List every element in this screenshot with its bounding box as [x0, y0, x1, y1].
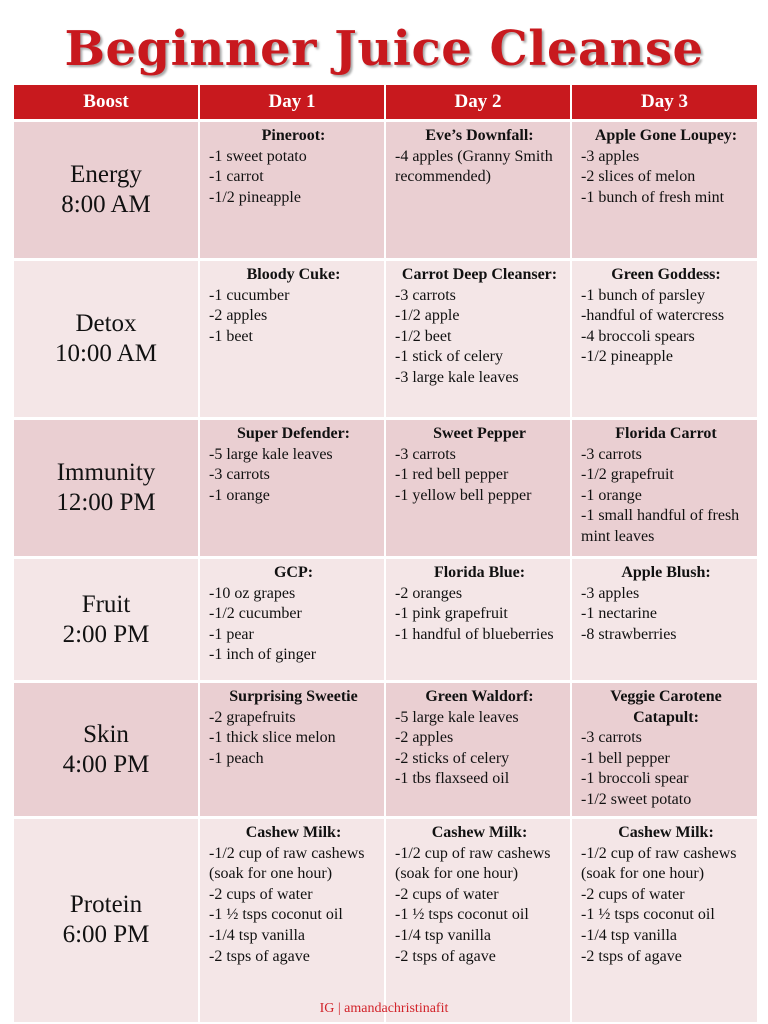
ingredient: -2 tsps of agave: [209, 947, 310, 965]
recipe-cell-day-3: [571, 558, 757, 682]
recipe-name: Florida Blue:: [433, 564, 526, 581]
ingredient: -1 tbs flaxseed oil: [395, 770, 510, 788]
ingredient: -1 pear: [209, 625, 254, 643]
recipe-cell-day-3: [571, 419, 757, 558]
cleanse-table: [14, 85, 757, 1022]
ingredient: -1 ½ tsps coconut oil: [395, 906, 529, 924]
ingredient: -1 bunch of parsley: [581, 286, 705, 304]
boost-time: 12:00 PM: [56, 489, 156, 516]
boost-time: 8:00 AM: [61, 191, 151, 218]
recipe-name: Pineroot:: [261, 127, 326, 144]
table-row: [14, 682, 757, 818]
ingredient: -1 thick slice melon: [209, 729, 336, 747]
ingredient: -1/4 tsp vanilla: [395, 926, 491, 944]
ingredient: -1 small handful of fresh mint leaves: [581, 507, 740, 545]
recipe-cell-day-1: [199, 419, 385, 558]
ingredient: -3 carrots: [209, 466, 270, 484]
boost-time: 10:00 AM: [54, 340, 158, 367]
ingredient: -1/4 tsp vanilla: [581, 926, 677, 944]
recipe-name: Eve’s Downfall:: [425, 127, 534, 144]
ingredient: -1/2 pineapple: [209, 188, 301, 206]
ingredient: -1 ½ tsps coconut oil: [581, 906, 715, 924]
recipe-cell-day-3: [571, 121, 757, 260]
ingredient: -5 large kale leaves: [209, 445, 333, 463]
table-row: [14, 558, 757, 682]
ingredient: -1 bell pepper: [581, 749, 670, 767]
header-day-2: Day 2: [385, 85, 571, 121]
recipe-name: Veggie Carotene Catapult:: [610, 688, 722, 726]
ingredient: -3 carrots: [395, 286, 456, 304]
recipe-name: Cashew Milk:: [245, 824, 342, 841]
recipe-name: Apple Blush:: [621, 564, 711, 581]
boost-time: 6:00 PM: [62, 921, 150, 949]
ingredient: -1 broccoli spear: [581, 770, 689, 788]
ingredient: -2 oranges: [395, 584, 463, 602]
ingredient: -2 cups of water: [209, 885, 313, 903]
boost-name: Fruit: [81, 590, 131, 618]
boost-name: Energy: [70, 161, 142, 188]
ingredient: -1/2 grapefruit: [581, 466, 674, 484]
ingredient: -2 sticks of celery: [395, 749, 510, 767]
boost-name: Detox: [75, 310, 137, 337]
ingredient: -1 peach: [209, 749, 264, 767]
ingredient: -8 strawberries: [581, 625, 677, 643]
ingredient: -4 apples (Granny Smith recommended): [395, 147, 553, 186]
ingredient: -2 tsps of agave: [395, 947, 496, 965]
recipe-cell-day-1: [199, 121, 385, 260]
ingredient: -1 nectarine: [581, 605, 657, 623]
boost-time: 2:00 PM: [62, 620, 150, 648]
boost-cell: [14, 260, 199, 419]
ingredient: -2 slices of melon: [581, 168, 696, 186]
table-row: [14, 419, 757, 558]
ingredient: -1 pink grapefruit: [395, 605, 508, 623]
ingredient: -4 broccoli spears: [581, 327, 695, 345]
recipe-name: Cashew Milk:: [618, 824, 714, 841]
ingredient: -handful of watercress: [581, 307, 725, 325]
recipe-cell-day-1: [199, 818, 385, 1022]
ingredient: -1 orange: [581, 486, 642, 504]
recipe-cell-day-2: [385, 558, 571, 682]
header-day-3: Day 3: [571, 85, 757, 121]
boost-name: Protein: [69, 891, 143, 919]
ingredient: -1 carrot: [209, 168, 264, 186]
header-day-1: Day 1: [199, 85, 385, 121]
ingredient: -1 stick of celery: [395, 348, 503, 366]
table-body: [14, 121, 757, 1022]
ingredient: -1/2 cup of raw cashews (soak for one hour): [581, 844, 737, 883]
boost-name: Immunity: [56, 459, 156, 486]
recipe-name: Sweet Pepper: [433, 425, 526, 442]
ingredient: -3 large kale leaves: [395, 368, 519, 386]
ingredient: -3 carrots: [395, 445, 456, 463]
boost-cell: [14, 682, 199, 818]
ingredient: -1/2 apple: [395, 307, 460, 325]
recipe-cell-day-3: [571, 818, 757, 1022]
recipe-cell-day-2: [385, 682, 571, 818]
recipe-name: Apple Gone Loupey:: [594, 127, 738, 144]
recipe-name: Super Defender:: [236, 425, 351, 442]
boost-cell: [14, 558, 199, 682]
table-header: [14, 85, 757, 121]
recipe-cell-day-2: [385, 260, 571, 419]
ingredient: -1/2 pineapple: [581, 348, 673, 366]
ingredient: -2 cups of water: [581, 885, 685, 903]
header-boost: Boost: [14, 85, 199, 121]
table-row: [14, 260, 757, 419]
ingredient: -1 ½ tsps coconut oil: [209, 906, 343, 924]
ingredient: -2 apples: [395, 729, 454, 747]
ingredient: -1 beet: [209, 327, 253, 345]
ingredient: -1 inch of ginger: [209, 646, 317, 664]
ingredient: -2 grapefruits: [209, 708, 296, 726]
recipe-name: Florida Carrot: [615, 425, 717, 442]
ingredient: -3 apples: [581, 147, 640, 165]
recipe-cell-day-2: [385, 419, 571, 558]
ingredient: -3 apples: [581, 584, 640, 602]
table-row: [14, 818, 757, 1022]
ingredient: -1/4 tsp vanilla: [209, 926, 305, 944]
ingredient: -1 orange: [209, 486, 270, 504]
recipe-name: Carrot Deep Cleanser:: [401, 266, 558, 283]
ingredient: -1 sweet potato: [209, 147, 307, 165]
boost-cell: [14, 121, 199, 260]
ingredient: -3 carrots: [581, 445, 642, 463]
recipe-name: Bloody Cuke:: [246, 266, 341, 283]
ingredient: -1 yellow bell pepper: [395, 486, 532, 504]
recipe-cell-day-1: [199, 558, 385, 682]
boost-cell: [14, 818, 199, 1022]
recipe-name: Cashew Milk:: [431, 824, 528, 841]
boost-cell: [14, 419, 199, 558]
boost-time: 4:00 PM: [62, 750, 150, 778]
ingredient: -3 carrots: [581, 729, 642, 747]
recipe-cell-day-3: [571, 682, 757, 818]
table-row: [14, 121, 757, 260]
recipe-name: Surprising Sweetie: [229, 688, 358, 705]
ingredient: -2 apples: [209, 307, 268, 325]
ingredient: -1/2 beet: [395, 327, 452, 345]
recipe-cell-day-3: [571, 260, 757, 419]
recipe-cell-day-1: [199, 682, 385, 818]
ingredient: -2 tsps of agave: [581, 947, 682, 965]
instagram-credit: IG | amandachristinafit: [319, 1001, 449, 1016]
ingredient: -5 large kale leaves: [395, 708, 519, 726]
recipe-cell-day-2: [385, 818, 571, 1022]
recipe-name: Green Waldorf:: [425, 688, 534, 705]
ingredient: -10 oz grapes: [209, 584, 296, 602]
ingredient: -1/2 cucumber: [209, 605, 302, 623]
recipe-name: GCP:: [273, 564, 314, 581]
ingredient: -1/2 sweet potato: [581, 790, 692, 808]
ingredient: -1 red bell pepper: [395, 466, 509, 484]
recipe-cell-day-1: [199, 260, 385, 419]
page-title: Beginner Juice Cleanse: [64, 21, 704, 77]
ingredient: -1/2 cup of raw cashews (soak for one hour): [395, 844, 551, 883]
ingredient: -1 bunch of fresh mint: [581, 188, 725, 206]
recipe-cell-day-2: [385, 121, 571, 260]
ingredient: -2 cups of water: [395, 885, 499, 903]
recipe-name: Green Goddess:: [611, 266, 721, 283]
ingredient: -1 handful of blueberries: [395, 625, 554, 643]
boost-name: Skin: [83, 720, 129, 748]
ingredient: -1/2 cup of raw cashews (soak for one hour): [209, 844, 365, 883]
ingredient: -1 cucumber: [209, 286, 290, 304]
